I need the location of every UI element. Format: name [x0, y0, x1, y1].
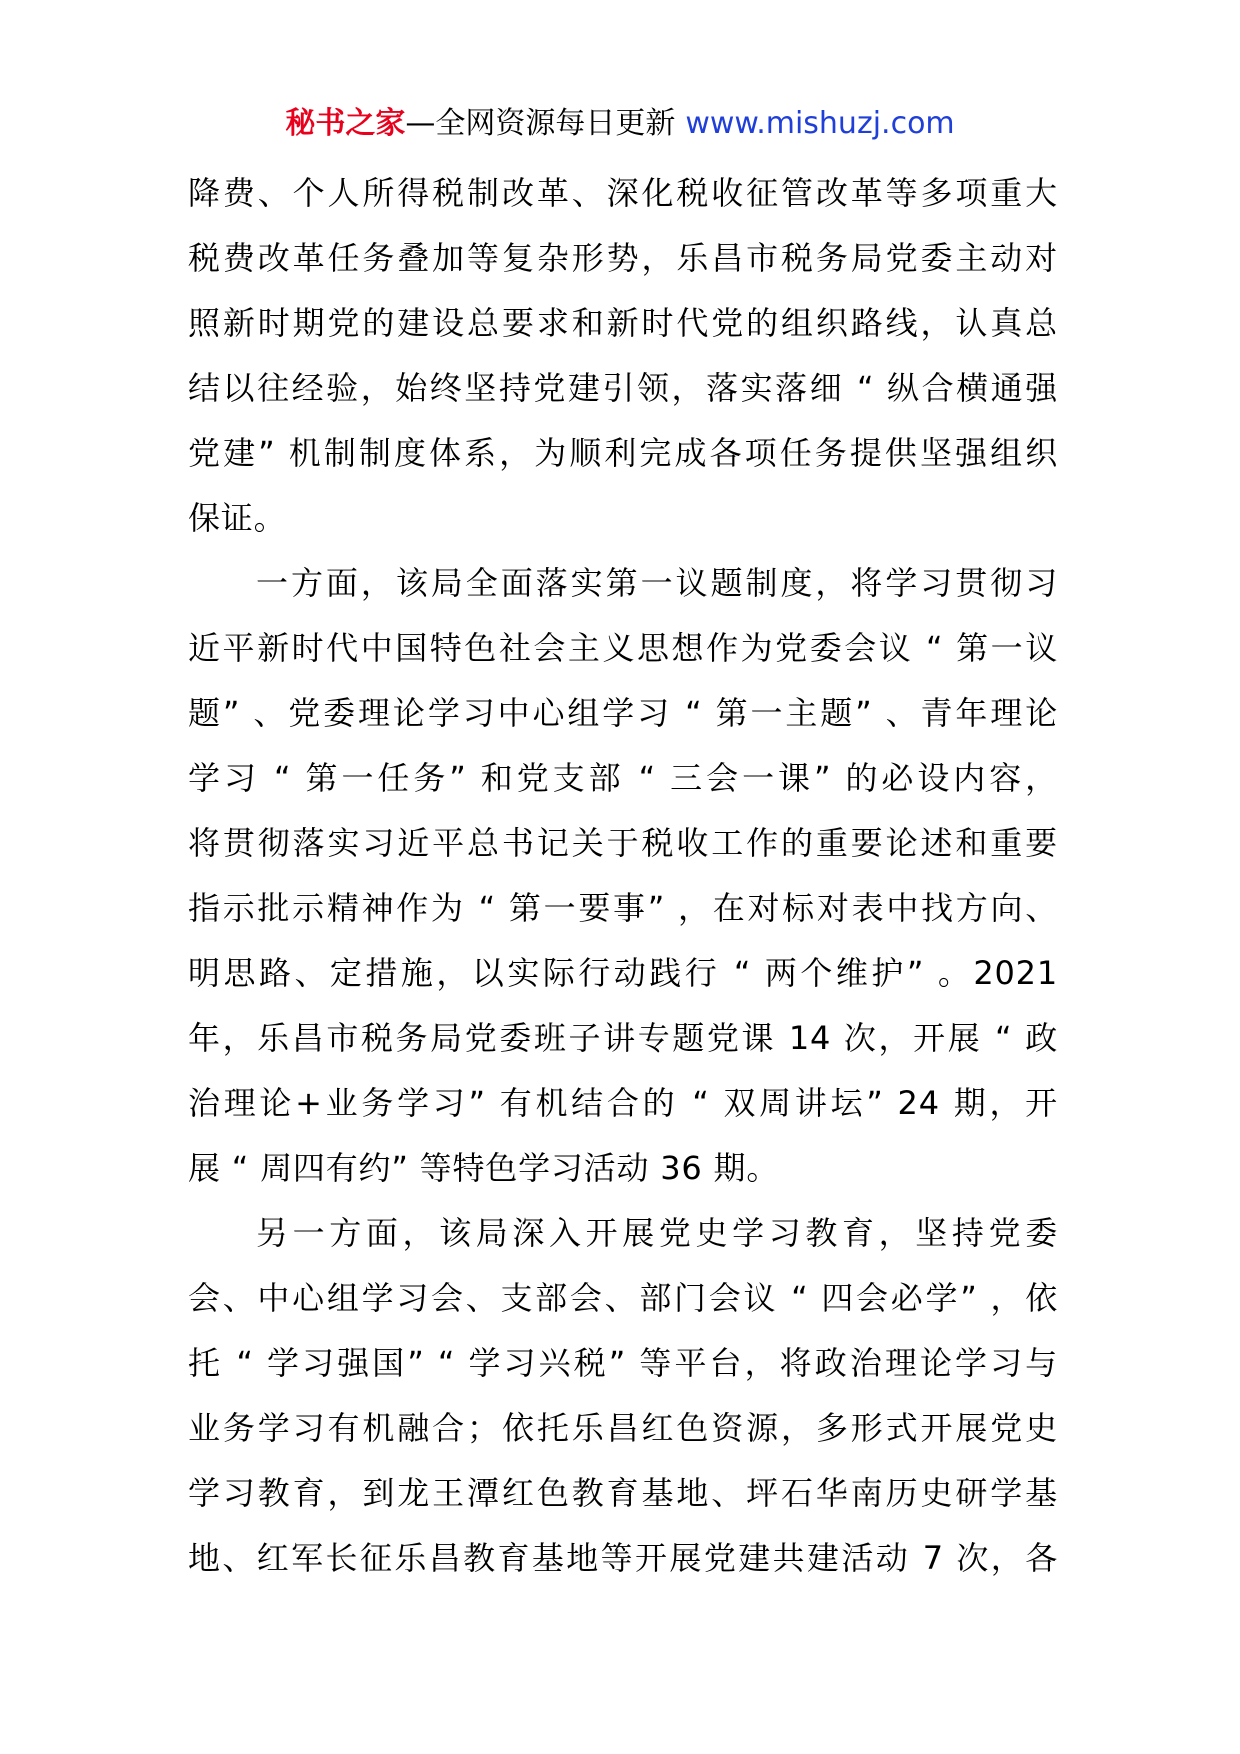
text-line: 学习 “ 第一任务” 和党支部 “ 三会一课” 的必设内容，: [188, 759, 1058, 797]
site-url[interactable]: www.mishuzj.com: [685, 106, 955, 141]
text-line: 指示批示精神作为 “ 第一要事” ，在对标对表中找方向、: [188, 889, 1058, 927]
text-line: 近平新时代中国特色社会主义思想作为党委会议 “ 第一议: [188, 629, 1058, 667]
site-name: 秘书之家: [285, 106, 406, 141]
text-line: 税费改革任务叠加等复杂形势，乐昌市税务局党委主动对: [188, 239, 1058, 277]
text-line: 学习教育，到龙王潭红色教育基地、坪石华南历史研学基: [188, 1474, 1058, 1512]
site-tagline: —全网资源每日更新: [405, 106, 676, 141]
text-line: 托 “ 学习强国” “ 学习兴税” 等平台，将政治理论学习与: [188, 1344, 1058, 1382]
text-line: 展 “ 周四有约” 等特色学习活动 36 期。: [188, 1149, 780, 1187]
text-line: 保证。: [188, 499, 287, 537]
site-header: [0, 100, 1240, 148]
text-line: 将贯彻落实习近平总书记关于税收工作的重要论述和重要: [188, 824, 1058, 862]
text-line: 降费、个人所得税制改革、深化税收征管改革等多项重大: [188, 174, 1058, 212]
text-line: 会、中心组学习会、支部会、部门会议 “ 四会必学” ，依: [188, 1279, 1058, 1317]
text-line: 一方面，该局全面落实第一议题制度，将学习贯彻习: [256, 564, 1058, 602]
text-line: 另一方面，该局深入开展党史学习教育，坚持党委: [256, 1214, 1058, 1252]
paragraph-3: [188, 1201, 1058, 1591]
text-line: 明思路、定措施，以实际行动践行 “ 两个维护” 。2021: [188, 954, 1058, 992]
text-line: 结以往经验，始终坚持党建引领，落实落细 “ 纵合横通强: [188, 369, 1058, 407]
text-line: 治理论+业务学习” 有机结合的 “ 双周讲坛” 24 期，开: [188, 1084, 1058, 1122]
text-line: 照新时期党的建设总要求和新时代党的组织路线，认真总: [188, 304, 1058, 342]
text-line: 题” 、党委理论学习中心组学习 “ 第一主题” 、青年理论: [188, 694, 1058, 732]
text-line: 党建” 机制制度体系，为顺利完成各项任务提供坚强组织: [188, 434, 1058, 472]
text-line: 地、红军长征乐昌教育基地等开展党建共建活动 7 次，各: [188, 1539, 1058, 1577]
paragraph-1: [188, 161, 1058, 551]
text-line: 年，乐昌市税务局党委班子讲专题党课 14 次，开展 “ 政: [188, 1019, 1058, 1057]
document-body: [188, 161, 1058, 1591]
text-line: 业务学习有机融合；依托乐昌红色资源，多形式开展党史: [188, 1409, 1058, 1447]
paragraph-2: [188, 551, 1058, 1201]
